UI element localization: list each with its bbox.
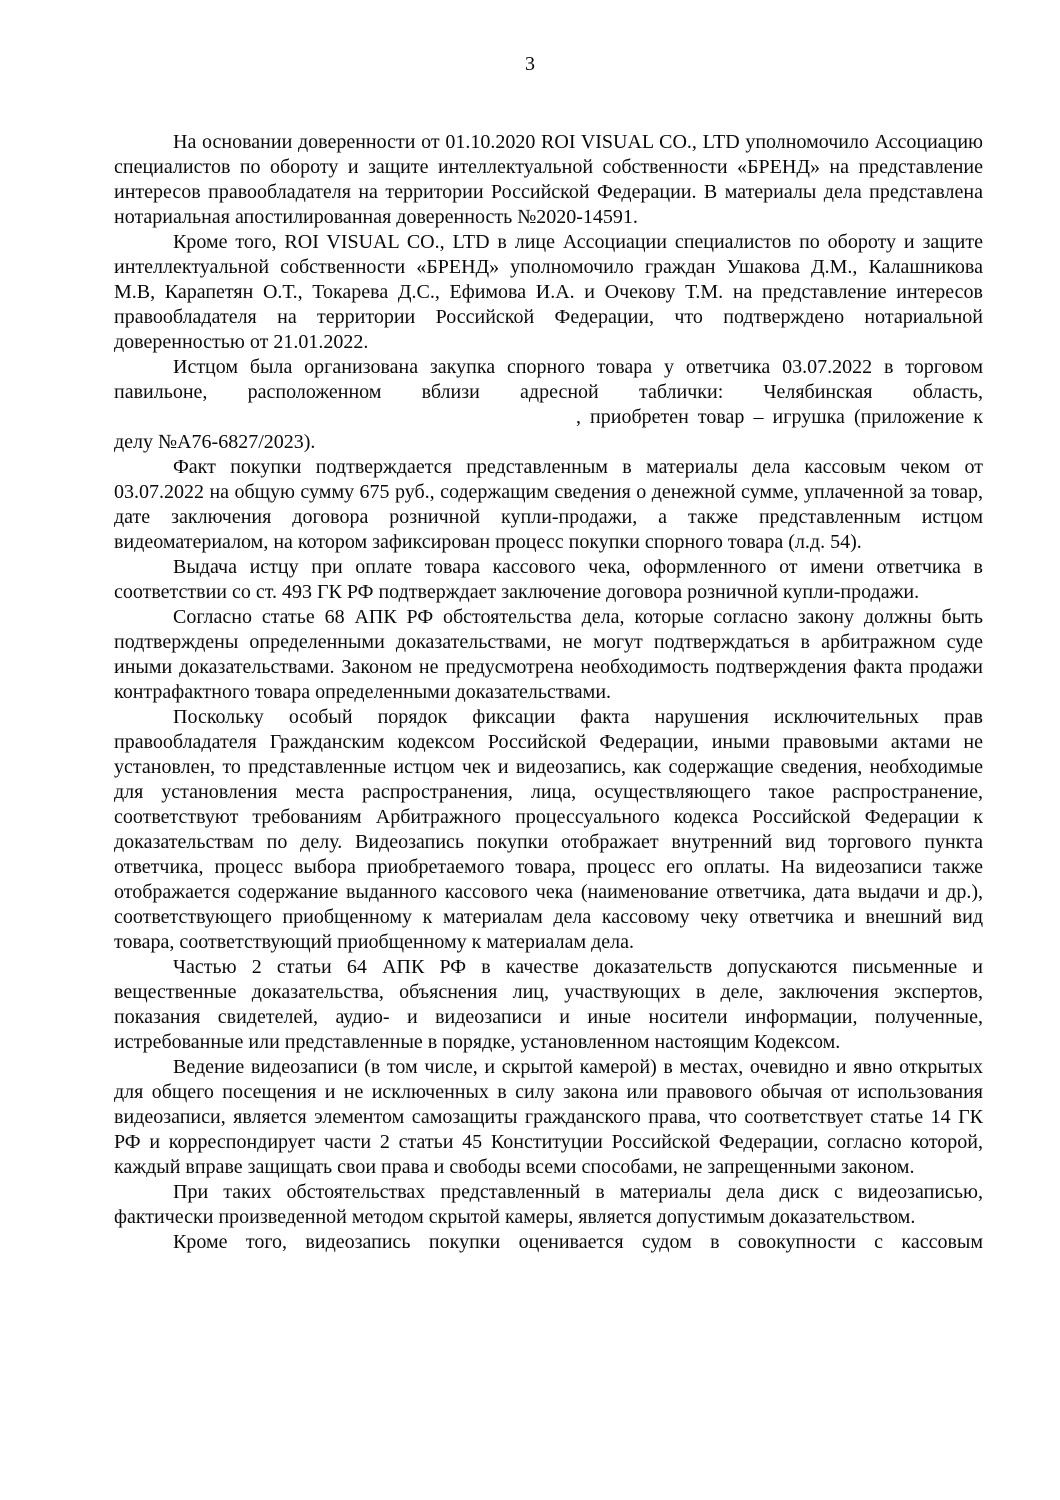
paragraph-purchase-proof-receipt: Факт покупки подтверждается представленным в материалы дела кассовым чеком от 03.07.2022 на общую сумму 675 руб., содержащим сведения о денежной сумме, уплаченной за товар, дате заключения договора розничной купли-продажи, а также представленным истцом видеоматериалом, на котором зафиксирован процесс покупки спорного товара (л.д. 54).: [114, 456, 983, 553]
page-number: 3: [525, 53, 535, 75]
paragraph-evidence-fixation-order: Поскольку особый порядок фиксации факта нарушения исключительных прав правообладателя Гражданским кодексом Российской Федерации, иными правовыми актами не установлен, то представленные истцом чек и видеозапись, как содержащие сведения, необходимые для установления места распространения, лица, осуществляющего такое распространение, соответствуют требованиям Арбитражного процессуального кодекса Российской Федерации к доказательствам по делу. Видеозапись покупки отображает внутренний вид торгового пункта ответчика, процесс выбора приобретаемого товара, процесс его оплаты. На видеозаписи также отображается содержание выданного кассового чека (наименование ответчика, дата выдачи и др.), соответствующего приобщенному к материалам дела кассовому чеку ответчика и внешний вид товара, соответствующий приобщенному к материалам дела.: [114, 706, 983, 953]
document-body: [114, 130, 983, 1255]
paragraph-power-of-attorney-2020: На основании доверенности от 01.10.2020 ROI VISUAL CO., LTD уполномочило Ассоциацию специалистов по обороту и защите интеллектуальной собственности «БРЕНД» на представление интересов правообладателя на территории Российской Федерации. В материалы дела представлена нотариальная апостилированная доверенность №2020-14591.: [114, 131, 983, 228]
purchased-item-text: , приобретен товар – игрушка (приложение к делу №А76-6827/2023).: [114, 406, 983, 453]
paragraph-video-assessed-with-receipt: Кроме того, видеозапись покупки оценивается судом в совокупности с кассовым: [173, 1231, 983, 1253]
paragraph-receipt-contract-conclusion: Выдача истцу при оплате товара кассового чека, оформленного от имени ответчика в соответствии со ст. 493 ГК РФ подтверждает заключение договора розничной купли-продажи.: [114, 556, 983, 603]
redacted-address-gap: [114, 422, 576, 423]
paragraph-video-disk-admissible: При таких обстоятельствах представленный в материалы дела диск с видеозаписью, фактически произведенной методом скрытой камеры, является допустимым доказательством.: [114, 1181, 983, 1228]
paragraph-apc-article-68: Согласно статье 68 АПК РФ обстоятельства дела, которые согласно закону должны быть подтверждены определенными доказательствами, не могут подтверждаться в арбитражном суде иными доказательствами. Законом не предусмотрена необходимость подтверждения факта продажи контрафактного товара определенными доказательствами.: [114, 606, 983, 703]
paragraph-apc-article-64: Частью 2 статьи 64 АПК РФ в качестве доказательств допускаются письменные и вещественные доказательства, объяснения лиц, участвующих в деле, заключения экспертов, показания свидетелей, аудио- и видеозаписи и иные носители информации, полученные, истребованные или представленные в порядке, установленном настоящим Кодексом.: [114, 956, 983, 1053]
paragraph-purchase-location: [114, 355, 983, 455]
purchase-location-text: Истцом была организована закупка спорного товара у ответчика 03.07.2022 в торговом павильоне, расположенном вблизи адресной таблички: Челябинская область,: [114, 356, 983, 403]
paragraph-authorized-persons: Кроме того, ROI VISUAL CO., LTD в лице Ассоциации специалистов по обороту и защите интеллектуальной собственности «БРЕНД» уполномочило граждан Ушакова Д.М., Калашникова М.В, Карапетян О.Т., Токарева Д.С., Ефимова И.А. и Очекову Т.М. на представление интересов правообладателя на территории Российской Федерации, что подтверждено нотариальной доверенностью от 21.01.2022.: [114, 231, 983, 353]
paragraph-hidden-camera-legality: Ведение видеозаписи (в том числе, и скрытой камерой) в местах, очевидно и явно открытых для общего посещения и не исключенных в силу закона или правового обычая от использования видеозаписи, является элементом самозащиты гражданского права, что соответствует статье 14 ГК РФ и корреспондирует части 2 статьи 45 Конституции Российской Федерации, согласно которой, каждый вправе защищать свои права и свободы всеми способами, не запрещенными законом.: [114, 1056, 983, 1178]
